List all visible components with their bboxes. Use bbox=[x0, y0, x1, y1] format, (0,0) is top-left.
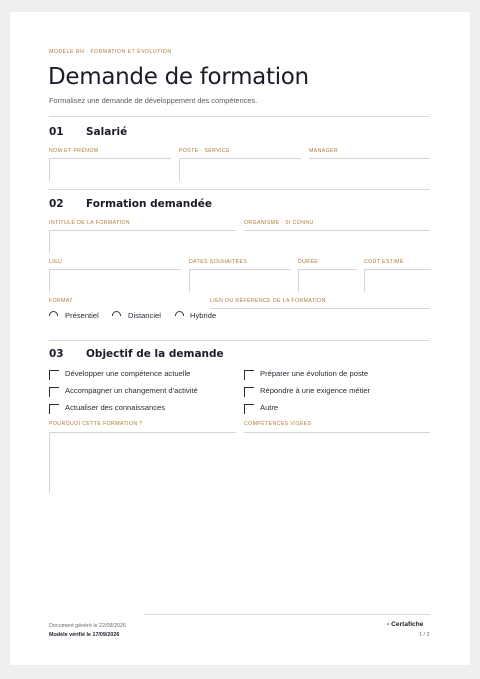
brand-name: Certafiche bbox=[391, 621, 424, 628]
duration-field[interactable] bbox=[298, 269, 357, 292]
section-title-objective: Objectif de la demande bbox=[86, 348, 224, 360]
checkbox-label: Accompagner un changement d'activité bbox=[65, 386, 198, 395]
label-manager: MANAGER bbox=[309, 148, 339, 154]
radio-hybride[interactable] bbox=[175, 311, 184, 320]
label-place: LIEU bbox=[49, 259, 63, 265]
section-title-training: Formation demandée bbox=[86, 198, 213, 210]
page-title: Demande de formation bbox=[48, 64, 309, 90]
manager-field[interactable] bbox=[309, 158, 430, 181]
footer-verified-date: Modèle vérifié le 17/09/2026 bbox=[49, 632, 120, 638]
skills-field[interactable] bbox=[244, 432, 430, 493]
brand-logo: • Certafiche bbox=[387, 621, 424, 628]
divider bbox=[49, 340, 430, 341]
divider bbox=[49, 116, 430, 117]
option-presentiel: Présentiel bbox=[65, 311, 99, 320]
label-duration: DURÉE bbox=[298, 259, 319, 265]
section-title-employee: Salarié bbox=[86, 126, 128, 138]
label-organization: ORGANISME · SI CONNU bbox=[244, 220, 314, 226]
checkbox-label: Développer une compétence actuelle bbox=[65, 369, 191, 378]
section-number: 02 bbox=[49, 198, 64, 210]
dates-field[interactable] bbox=[189, 269, 291, 292]
page-subtitle: Formalisez une demande de développement des compétences. bbox=[49, 96, 258, 105]
page-number: 1 / 2 bbox=[419, 632, 430, 638]
label-cost: COÛT ESTIMÉ bbox=[364, 259, 404, 265]
link-field[interactable] bbox=[210, 308, 430, 329]
label-link: LIEN OU RÉFÉRENCE DE LA FORMATION bbox=[210, 298, 326, 304]
radio-distanciel[interactable] bbox=[112, 311, 121, 320]
section-number: 03 bbox=[49, 348, 64, 360]
checkbox-label: Autre bbox=[260, 403, 279, 412]
label-dates: DATES SOUHAITÉES bbox=[189, 259, 248, 265]
option-hybride: Hybride bbox=[190, 311, 217, 320]
option-distanciel: Distanciel bbox=[128, 311, 161, 320]
label-format: FORMAT bbox=[49, 298, 73, 304]
checkbox-job-requirement[interactable] bbox=[244, 387, 254, 397]
radio-presentiel[interactable] bbox=[49, 311, 58, 320]
checkbox-develop-skill[interactable] bbox=[49, 370, 59, 380]
label-why: POURQUOI CETTE FORMATION ? bbox=[49, 421, 143, 427]
name-field[interactable] bbox=[49, 158, 171, 181]
label-name: NOM ET PRÉNOM bbox=[49, 148, 99, 154]
checkbox-prepare-evolution[interactable] bbox=[244, 370, 254, 380]
label-position: POSTE · SERVICE bbox=[179, 148, 230, 154]
position-field[interactable] bbox=[179, 158, 301, 181]
footer-divider bbox=[144, 614, 430, 615]
checkbox-other[interactable] bbox=[244, 404, 254, 414]
label-training-title: INTITULÉ DE LA FORMATION bbox=[49, 220, 130, 226]
document-page bbox=[10, 12, 470, 665]
document-eyebrow: MODÈLE RH · FORMATION ET ÉVOLUTION bbox=[49, 49, 172, 55]
why-field[interactable] bbox=[49, 432, 236, 493]
checkbox-label: Répondre à une exigence métier bbox=[260, 386, 371, 395]
cost-field[interactable] bbox=[364, 269, 431, 292]
checkbox-label: Actualiser des connaissances bbox=[65, 403, 166, 412]
checkbox-label: Préparer une évolution de poste bbox=[260, 369, 369, 378]
footer-generated-date: Document généré le 22/09/2026 bbox=[49, 623, 127, 629]
organization-field[interactable] bbox=[244, 230, 430, 253]
label-skills: COMPÉTENCES VISÉES bbox=[244, 421, 312, 427]
checkbox-support-change[interactable] bbox=[49, 387, 59, 397]
checkbox-update-knowledge[interactable] bbox=[49, 404, 59, 414]
divider bbox=[49, 189, 430, 190]
training-title-field[interactable] bbox=[49, 230, 236, 253]
place-field[interactable] bbox=[49, 269, 181, 292]
section-number: 01 bbox=[49, 126, 64, 138]
